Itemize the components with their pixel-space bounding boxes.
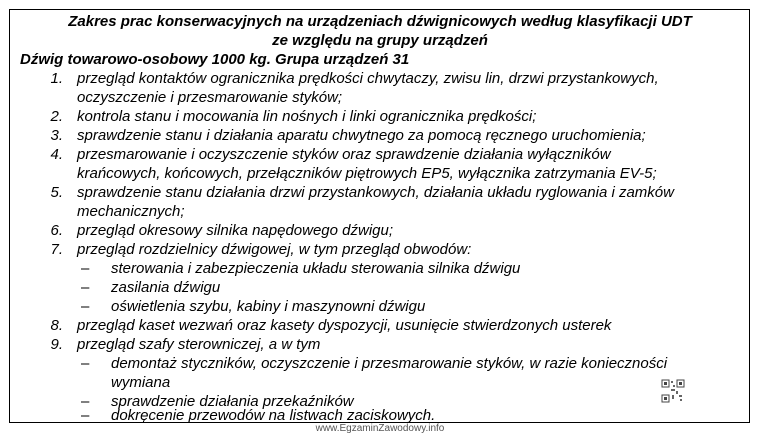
item-number: 5. xyxy=(50,184,63,201)
dash-bullet: – xyxy=(81,393,90,410)
sub-item-9-3: dokręcenie przewodów na listwach zaciskowych. xyxy=(111,407,436,424)
item-1-line-2: oczyszczenie i przesmarowanie styków; xyxy=(77,89,343,106)
item-number: 3. xyxy=(50,127,63,144)
sub-item-7-3: oświetlenia szybu, kabiny i maszynowni dźwigu xyxy=(111,298,426,315)
item-8-line-1: przegląd kaset wezwań oraz kasety dyspozycji, usunięcie stwierdzonych usterek xyxy=(77,317,612,334)
item-4-line-2: krańcowych, końcowych, przełączników piętrowych EP5, wyłącznika zatrzymania EV-5; xyxy=(77,165,657,182)
dash-bullet: – xyxy=(81,260,90,277)
item-number: 8. xyxy=(50,317,63,334)
item-6-line-1: przegląd okresowy silnika napędowego dźwigu; xyxy=(77,222,394,239)
footer-watermark: www.EgzaminZawodowy.info xyxy=(315,423,445,434)
item-2-line-1: kontrola stanu i mocowania lin nośnych i linki ogranicznika prędkości; xyxy=(77,108,537,125)
item-7-line-1: przegląd rozdzielnicy dźwigowej, w tym przegląd obwodów: xyxy=(77,241,472,258)
item-number: 6. xyxy=(50,222,63,239)
item-3-line-1: sprawdzenie stanu i działania aparatu chwytnego za pomocą ręcznego uruchomienia; xyxy=(77,127,646,144)
sub-item-7-2: zasilania dźwigu xyxy=(111,279,221,296)
document-title-line-1: Zakres prac konserwacyjnych na urządzeniach dźwignicowych według klasyfikacji UDT xyxy=(68,13,692,30)
sub-item-9-1-line-2: wymiana xyxy=(111,374,171,391)
item-1-line-1: przegląd kontaktów ogranicznika prędkości chwytaczy, zwisu lin, drzwi przystankowych, xyxy=(77,70,659,87)
dash-bullet: – xyxy=(81,279,90,296)
sub-item-9-1-line-1: demontaż styczników, oczyszczenie i przesmarowanie styków, w razie konieczności xyxy=(111,355,668,372)
item-9-line-1: przegląd szafy sterowniczej, a w tym xyxy=(77,336,321,353)
item-4-line-1: przesmarowanie i oczyszczenie styków oraz sprawdzenie działania wyłączników xyxy=(77,146,611,163)
sub-item-9-2: sprawdzenie działania przekaźników xyxy=(111,393,354,410)
item-number: 9. xyxy=(50,336,63,353)
item-5-line-1: sprawdzenie stanu działania drzwi przystankowych, działania układu ryglowania i zamków xyxy=(77,184,674,201)
qr-watermark-icon xyxy=(661,379,685,403)
dash-bullet: – xyxy=(81,298,90,315)
document-title-line-2: ze względu na grupy urządzeń xyxy=(272,32,488,49)
item-number: 2. xyxy=(50,108,63,125)
document-subtitle: Dźwig towarowo-osobowy 1000 kg. Grupa urządzeń 31 xyxy=(20,51,410,68)
item-number: 4. xyxy=(50,146,63,163)
dash-bullet: – xyxy=(81,407,90,424)
item-number: 7. xyxy=(50,241,63,258)
sub-item-7-1: sterowania i zabezpieczenia układu sterowania silnika dźwigu xyxy=(111,260,521,277)
item-number: 1. xyxy=(50,70,63,87)
item-5-line-2: mechanicznych; xyxy=(77,203,185,220)
dash-bullet: – xyxy=(81,355,90,372)
